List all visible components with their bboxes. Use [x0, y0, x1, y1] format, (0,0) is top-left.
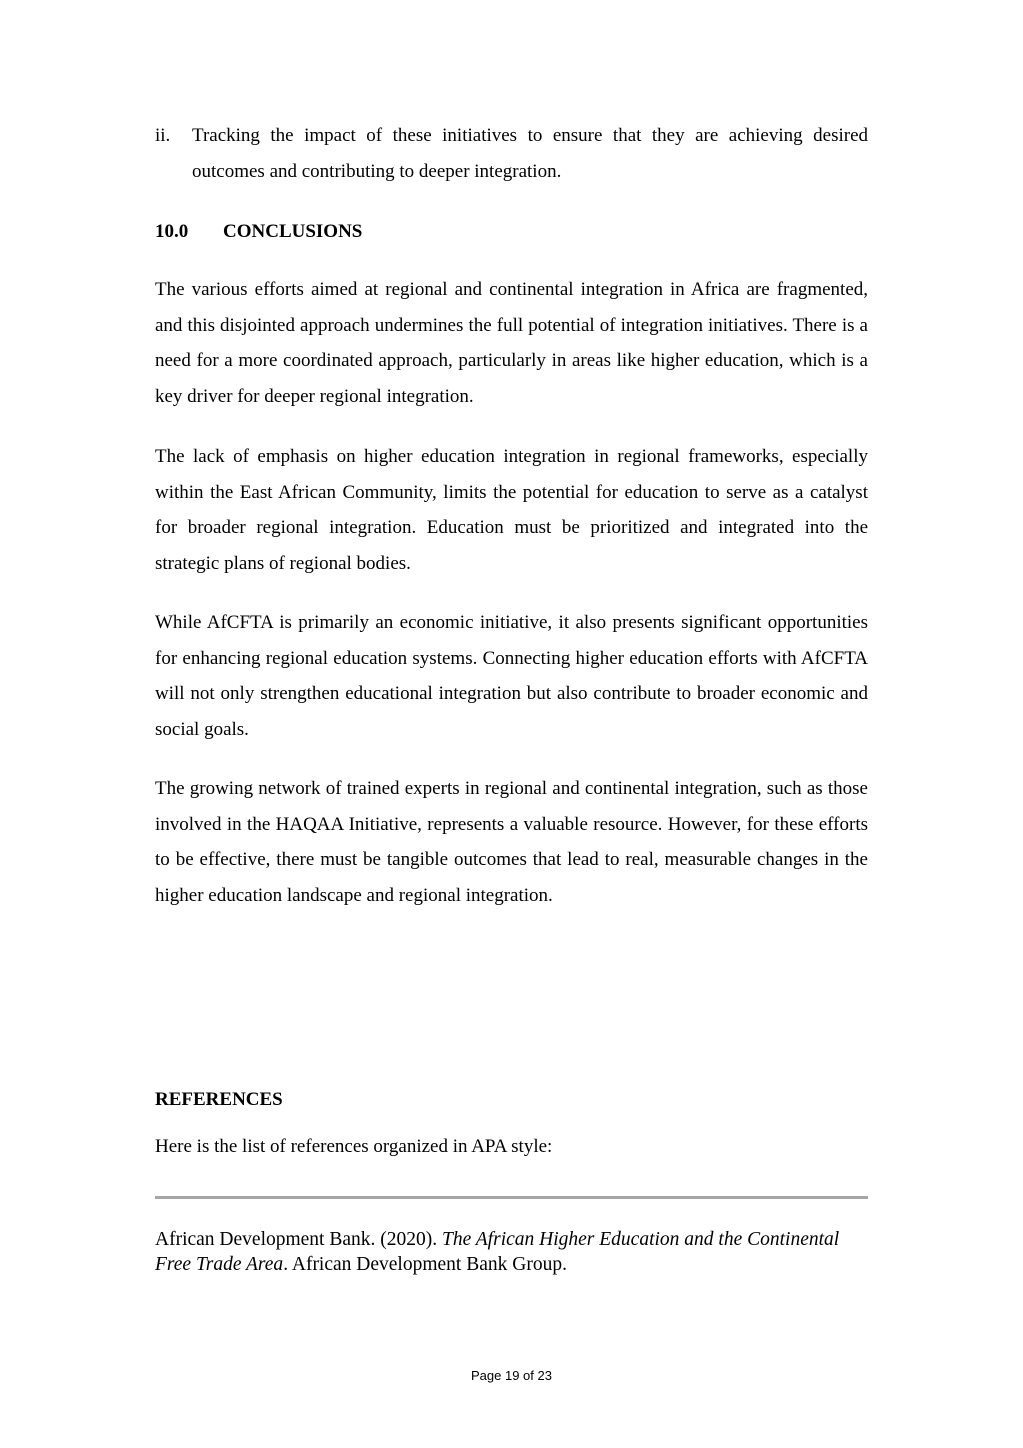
reference-entry: [155, 1227, 868, 1277]
reference-publisher: . African Development Bank Group.: [283, 1254, 567, 1275]
references-heading: REFERENCES: [155, 1089, 283, 1110]
conclusion-paragraph-2: The lack of emphasis on higher education integration in regional frameworks, especially within the East African Community, limits the potential for education to serve as a catalyst for broader regional integration. Education must be prioritized and integrated into the strategic plans of regional bodies.: [155, 446, 868, 574]
horizontal-divider: [155, 1196, 868, 1199]
list-marker: ii.: [155, 125, 171, 146]
conclusion-paragraph-4: The growing network of trained experts in regional and continental integration, such as those involved in the HAQAA Initiative, represents a valuable resource. However, for these efforts to be effective, there must be tangible outcomes that lead to real, measurable changes in the higher education landscape and regional integration.: [155, 778, 868, 906]
page-number: Page 19 of 23: [471, 1368, 552, 1383]
reference-author-year: African Development Bank. (2020).: [155, 1229, 442, 1250]
section-heading: [155, 220, 362, 244]
list-item: [155, 118, 868, 190]
references-intro: Here is the list of references organized in APA style:: [155, 1136, 553, 1157]
list-item-text: Tracking the impact of these initiatives to ensure that they are achieving desired outcomes and contributing to deeper integration.: [192, 125, 868, 182]
conclusion-paragraph-3: While AfCFTA is primarily an economic initiative, it also presents significant opportunities for enhancing regional education systems. Connecting higher education efforts with AfCFTA will not only strengthen educational integration but also contribute to broader economic and social goals.: [155, 612, 868, 740]
section-number: 10.0: [155, 221, 189, 242]
reference-title: The African Higher Education and the Continental Free Trade Area: [155, 1229, 840, 1275]
section-title: CONCLUSIONS: [223, 221, 363, 242]
conclusion-paragraph-1: The various efforts aimed at regional and continental integration in Africa are fragmented, and this disjointed approach undermines the full potential of integration initiatives. There is a need for a more coordinated approach, particularly in areas like higher education, which is a key driver for deeper regional integration.: [155, 279, 868, 407]
